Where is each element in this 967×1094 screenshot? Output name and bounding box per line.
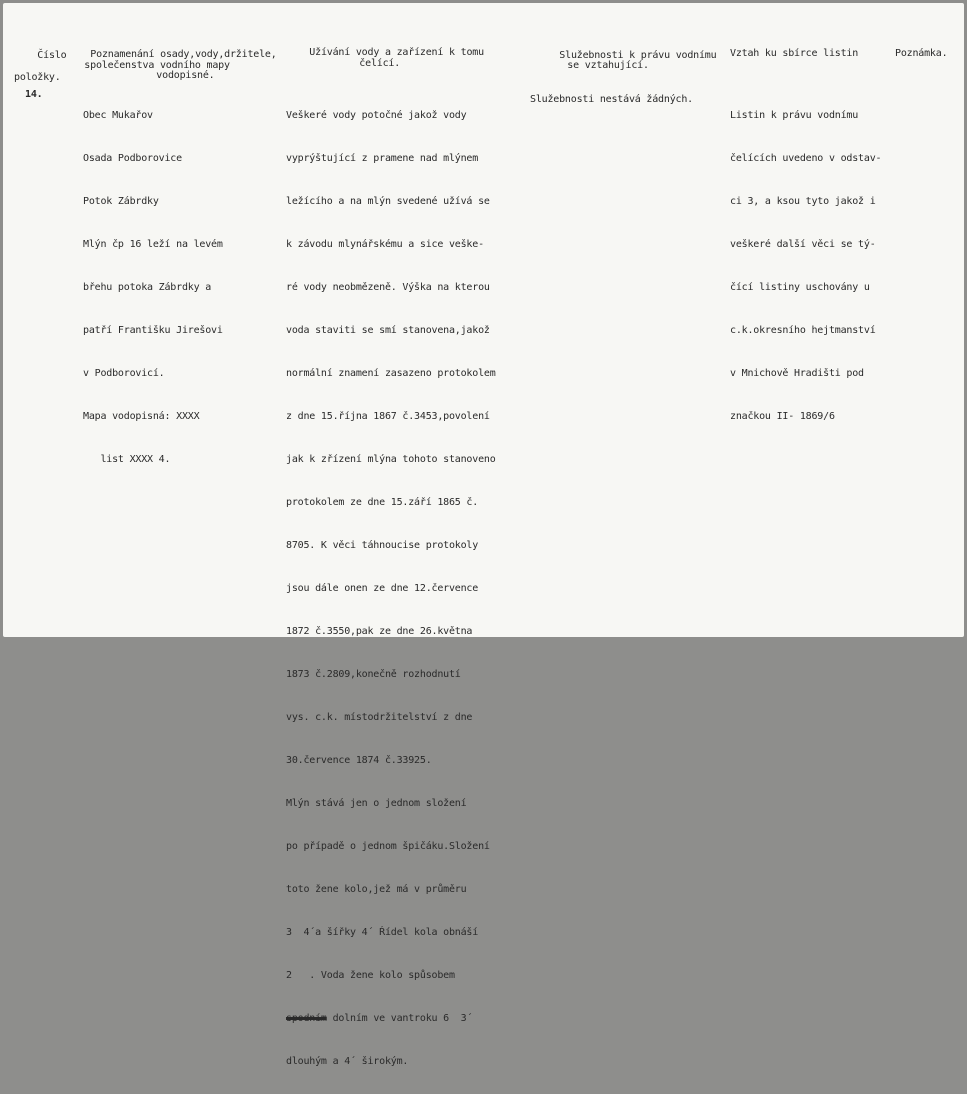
usage-line: 3 4´a šířky 4´ Ŕídel kola obnáší — [286, 927, 479, 938]
entry-servitudes: Služebnosti nestává žádných. — [530, 94, 693, 105]
usage-line-struck-row — [286, 1008, 496, 1029]
usage-line: 30.července 1874 č.33925. — [286, 755, 432, 766]
header-poznamenani-line3: vodopisné. — [156, 70, 215, 81]
usage-line: 1873 č.2809,konečně rozhodnutí — [286, 669, 461, 680]
usage-line: 1872 č.3550,pak ze dne 26.května — [286, 626, 473, 637]
location-line: Mlýn čp 16 leží na levém — [83, 239, 223, 250]
relation-line: značkou II- 1869/6 — [730, 411, 835, 422]
relation-line: v Mnichově Hradišti pod — [730, 368, 864, 379]
header-poznamenani-line2: společenstva vodního mapy — [84, 60, 230, 71]
relation-line: ci 3, a ksou tyto jakož i — [730, 196, 876, 207]
usage-line: Mlýn stává jen o jednom složení — [286, 798, 467, 809]
usage-line: ré vody neobmězeně. Výška na kterou — [286, 282, 490, 293]
header-vztah: Vztah ku sbírce listin — [730, 48, 859, 59]
usage-line: z dne 15.října 1867 č.3453,povolení — [286, 411, 490, 422]
relation-line: Listin k právu vodnímu — [730, 110, 859, 121]
location-line: patří Františku Jirešovi — [83, 325, 223, 336]
location-line: Obec Mukařov — [83, 110, 153, 121]
header-sluzebnosti-line2-wrap — [544, 49, 649, 82]
entry-relation — [730, 83, 881, 449]
header-uzivani-line1: Užívání vody a zařízení k tomu — [309, 47, 484, 58]
header-cislo-line1: Číslo — [37, 50, 67, 61]
usage-line: jak k zřízení mlýna tohoto stanoveno — [286, 454, 496, 465]
location-line: Potok Zábrdky — [83, 196, 159, 207]
location-line: Mapa vodopisná: XXXX — [83, 411, 200, 422]
entry-usage — [286, 83, 496, 1094]
header-cislo-line2: položky. — [14, 72, 61, 83]
location-line: Osada Podborovice — [83, 153, 182, 164]
header-uzivani-line2-wrap — [336, 47, 400, 80]
usage-line: vys. c.k. místodržitelství z dne — [286, 712, 473, 723]
usage-line: Veškeré vody potočné jakož vody — [286, 110, 467, 121]
usage-line: jsou dále onen ze dne 12.července — [286, 583, 479, 594]
usage-line: 8705. K věci táhnoucise protokoly — [286, 540, 479, 551]
usage-line: dlouhým a 4´ širokým. — [286, 1056, 409, 1067]
relation-line: veškeré další věci se tý- — [730, 239, 876, 250]
location-line: v Podborovicí. — [83, 368, 165, 379]
usage-line: k závodu mlynářskému a sice veške- — [286, 239, 484, 250]
location-line: břehu potoka Zábrdky a — [83, 282, 212, 293]
location-line: list XXXX 4. — [83, 454, 171, 465]
relation-line: c.k.okresního hejtmanství — [730, 325, 876, 336]
header-cislo — [14, 39, 66, 94]
relation-line: čelících uvedeno v odstav- — [730, 153, 882, 164]
document-page — [3, 3, 964, 1067]
struck-word: spodním — [286, 1013, 327, 1024]
usage-line: protokolem ze dne 15.září 1865 č. — [286, 497, 479, 508]
usage-line: ležícího a na mlýn svedené užívá se — [286, 196, 490, 207]
usage-line: vyprýštující z pramene nad mlýnem — [286, 153, 479, 164]
usage-line-rest: dolním ve vantroku 6 3´ — [326, 1013, 473, 1024]
usage-line: normální znamení zasazeno protokolem — [286, 368, 496, 379]
usage-line: toto žene kolo,jež má v průměru — [286, 884, 467, 895]
usage-line: 2 . Voda žene kolo spůsobem — [286, 970, 455, 981]
header-poznamenani-line1: Poznamenání osady,vody,držitele, — [90, 49, 277, 60]
relation-line: čící listiny uschovány u — [730, 282, 870, 293]
header-uzivani-line2: čelící. — [359, 58, 401, 69]
usage-line: voda staviti se smí stanovena,jakož — [286, 325, 490, 336]
header-poznamka: Poznámka. — [895, 48, 948, 59]
entry-number: 14. — [25, 89, 43, 100]
header-sluzebnosti-line1: Služebnosti k právu vodnímu — [559, 50, 717, 61]
header-sluzebnosti-line2: se vztahující. — [567, 60, 649, 71]
usage-line: po případě o jednom špičáku.Složení — [286, 841, 490, 852]
entry-location — [83, 83, 223, 492]
